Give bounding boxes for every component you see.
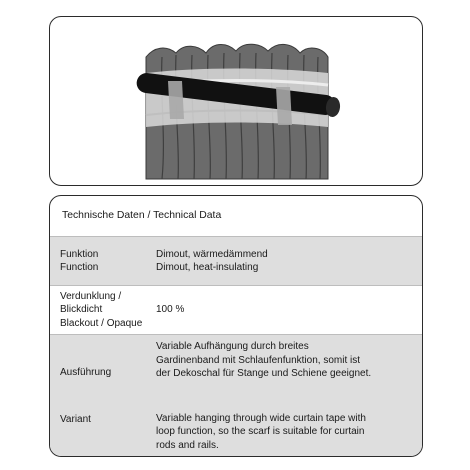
label-en: Variant — [60, 413, 91, 425]
table-row-ausfuehrung — [50, 335, 422, 457]
row-label — [50, 237, 156, 285]
label-line: Verdunklung / — [60, 290, 122, 302]
label-line: Funktion — [60, 248, 99, 260]
value-line: rods and rails. — [156, 439, 219, 451]
label-line: Blickdicht — [60, 304, 103, 316]
value-en-block — [156, 412, 414, 453]
label-line: Function — [60, 262, 99, 273]
curtain-rod-illustration — [50, 17, 422, 185]
value-line: Dimout, wärmedämmend — [156, 248, 268, 260]
label-line: Blackout / Opaque — [60, 317, 143, 329]
value-line: der Dekoschal für Stange und Schiene geeignet. — [156, 368, 372, 379]
table-title: Technische Daten / Technical Data — [50, 196, 422, 237]
value-line: Gardinenband mit Schlaufenfunktion, somit ist — [156, 354, 360, 366]
value-line: 100 % — [156, 304, 185, 316]
value-de-block — [156, 340, 414, 381]
technical-data-table — [49, 195, 423, 457]
row-value — [156, 237, 422, 285]
label-de: Ausführung — [60, 366, 112, 378]
value-line: Variable hanging through wide curtain tape with — [156, 412, 366, 424]
value-line: Variable Aufhängung durch breites — [156, 341, 309, 352]
row-value — [156, 286, 422, 334]
row-label — [50, 335, 156, 457]
row-label — [50, 286, 156, 334]
value-line: Dimout, heat-insulating — [156, 262, 259, 273]
product-image-card — [49, 16, 423, 186]
value-line: loop function, so the scarf is suitable for curtain — [156, 426, 365, 437]
table-row-verdunklung — [50, 286, 422, 335]
row-value — [156, 335, 422, 457]
table-row-funktion — [50, 237, 422, 286]
